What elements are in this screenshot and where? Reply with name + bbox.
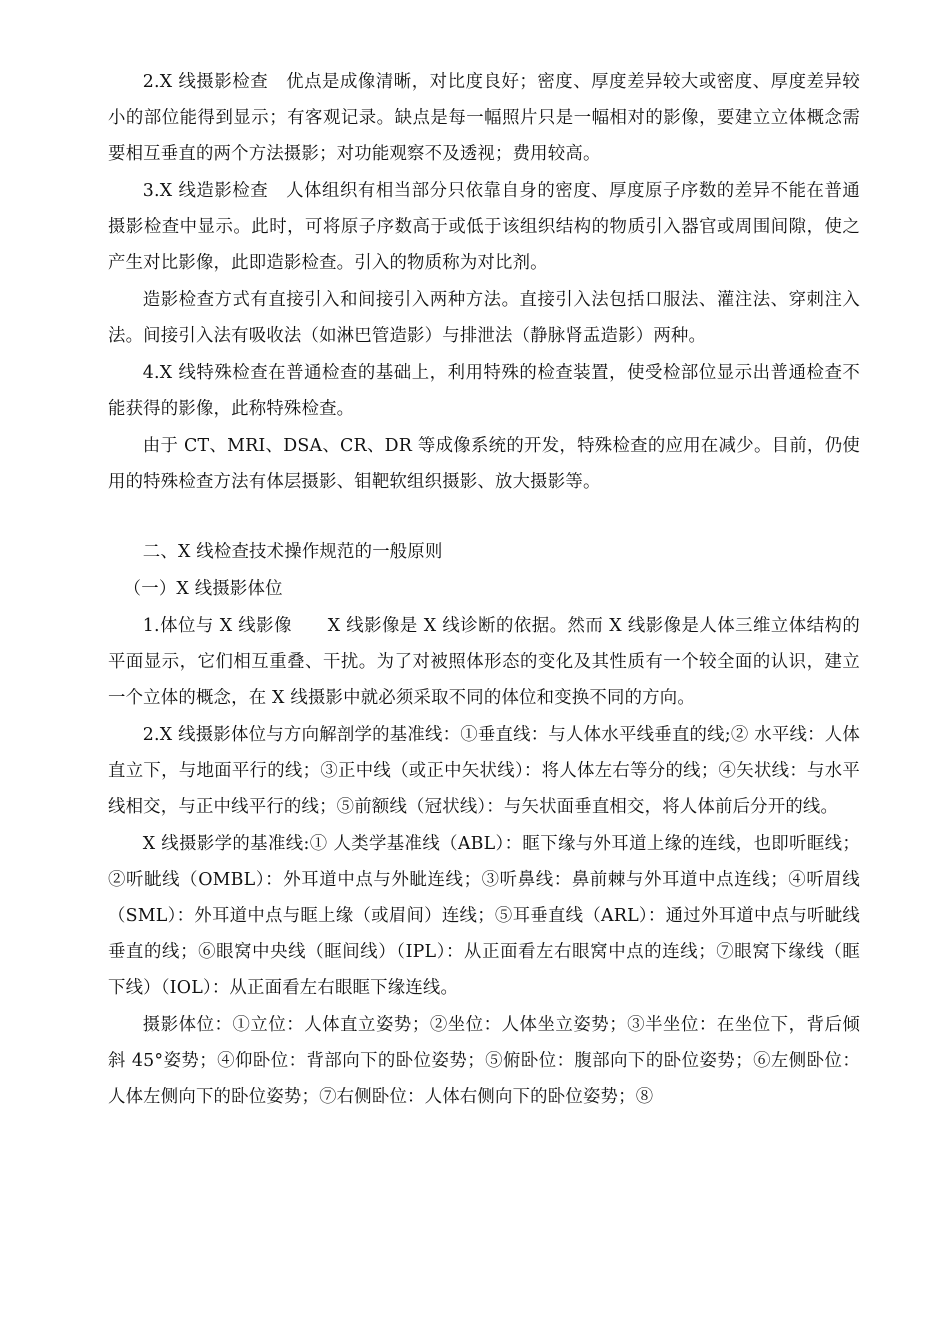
section-heading: 二、X 线检查技术操作规范的一般原则	[142, 542, 443, 562]
paragraph-positions: 摄影体位：①立位：人体直立姿势；②坐位：人体坐立姿势；③半坐位：在坐位下，背后倾斜 45°姿势；④仰卧位：背部向下的卧位姿势；⑤俯卧位：腹部向下的卧位姿势；⑥左侧卧位：人体左侧向下的卧位姿势；⑦右侧卧位：人体右侧向下的卧位姿势；⑧	[108, 1015, 860, 1107]
paragraph-radiography: 2.X 线摄影检查 优点是成像清晰，对比度良好；密度、厚度差异较大或密度、厚度差异较小的部位能得到显示；有客观记录。缺点是每一幅照片只是一幅相对的影像，要建立立体概念需要相互垂直的两个方法摄影；对功能观察不及透视；费用较高。	[108, 72, 860, 164]
paragraph-position-image: 1.体位与 X 线影像 X 线影像是 X 线诊断的依据。然而 X 线影像是人体三维立体结构的平面显示，它们相互重叠、干扰。为了对被照体形态的变化及其性质有一个较全面的认识，建立一个立体的概念，在 X 线摄影中就必须采取不同的体位和变换不同的方向。	[108, 616, 860, 708]
paragraph-anatomical-baselines: 2.X 线摄影体位与方向解剖学的基准线：①垂直线：与人体水平线垂直的线;② 水平线：人体直立下，与地面平行的线；③正中线（或正中矢状线）：将人体左右等分的线；④矢状线：与水平线相交，与正中线平行的线；⑤前额线（冠状线）：与矢状面垂直相交，将人体前后分开的线。	[108, 725, 860, 817]
subsection-heading: （一）X 线摄影体位	[123, 579, 283, 599]
paragraph-contrast-methods: 造影检查方式有直接引入和间接引入两种方法。直接引入法包括口服法、灌注法、穿刺注入法。间接引入法有吸收法（如淋巴管造影）与排泄法（静脉肾盂造影）两种。	[108, 290, 860, 346]
document-page	[108, 64, 860, 1116]
paragraph-special-exam: 4.X 线特殊检查在普通检查的基础上，利用特殊的检查装置，使受检部位显示出普通检查不能获得的影像，此称特殊检查。	[108, 363, 860, 419]
paragraph-imaging-systems: 由于 CT、MRI、DSA、CR、DR 等成像系统的开发，特殊检查的应用在减少。目前，仍使用的特殊检查方法有体层摄影、钼靶软组织摄影、放大摄影等。	[108, 436, 860, 492]
paragraph-contrast-exam: 3.X 线造影检查 人体组织有相当部分只依靠自身的密度、厚度原子序数的差异不能在普通摄影检查中显示。此时，可将原子序数高于或低于该组织结构的物质引入器官或周围间隙，使之产生对比影像，此即造影检查。引入的物质称为对比剂。	[108, 181, 860, 273]
paragraph-radiographic-baselines: X 线摄影学的基准线:① 人类学基准线（ABL）：眶下缘与外耳道上缘的连线，也即听眶线；②听眦线（OMBL）：外耳道中点与外眦连线；③听鼻线：鼻前棘与外耳道中点连线；④听眉线（SML）：外耳道中点与眶上缘（或眉间）连线；⑤耳垂直线（ARL）：通过外耳道中点与听眦线垂直的线；⑥眼窝中央线（眶间线）（IPL）：从正面看左右眼窝中点的连线；⑦眼窝下缘线（眶下线）（IOL）：从正面看左右眼眶下缘连线。	[108, 834, 860, 998]
